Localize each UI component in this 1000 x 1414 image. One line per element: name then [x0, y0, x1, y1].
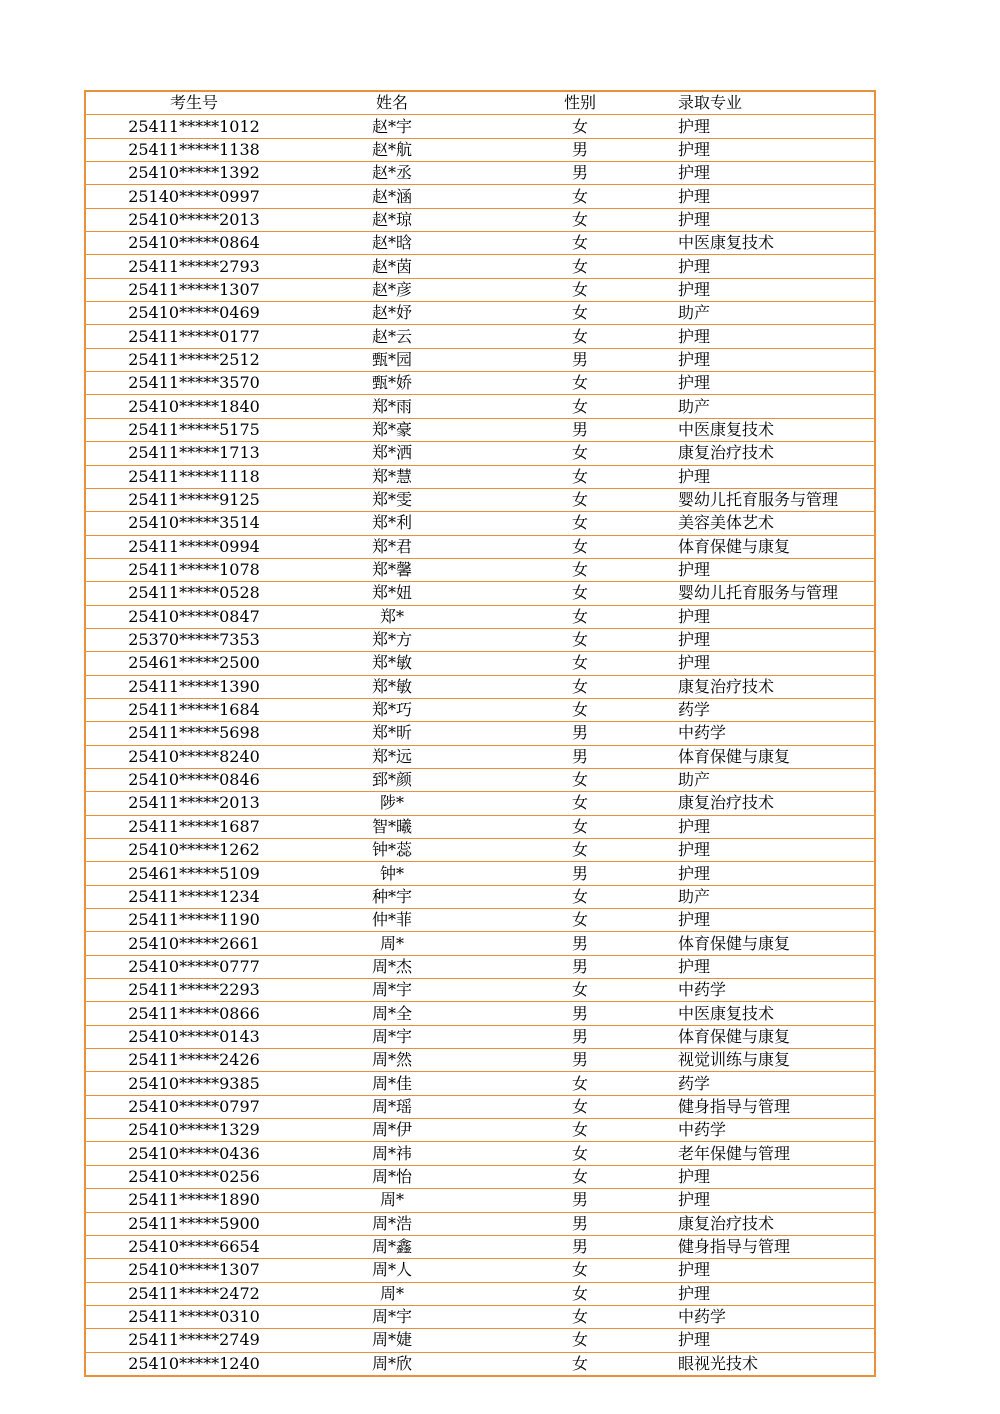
gender-cell: 女: [482, 1095, 678, 1118]
gender-cell: 女: [482, 1305, 678, 1328]
name-cell: 仲*菲: [302, 909, 482, 932]
gender-cell: 男: [482, 955, 678, 978]
exam-number-cell: 25411*****2013: [86, 792, 302, 815]
gender-cell: 女: [482, 185, 678, 208]
major-cell: 助产: [678, 395, 874, 418]
gender-cell: 女: [482, 605, 678, 628]
exam-number-cell: 25410*****0846: [86, 768, 302, 791]
major-cell: 中药学: [678, 979, 874, 1002]
name-cell: 赵*妤: [302, 302, 482, 325]
name-cell: 郑*慧: [302, 465, 482, 488]
name-cell: 周*瑶: [302, 1095, 482, 1118]
major-cell: 护理: [678, 115, 874, 138]
name-cell: 周*欣: [371, 1353, 412, 1373]
major-cell: 护理: [678, 1259, 874, 1282]
table-row: [86, 138, 874, 161]
major-cell: 康复治疗技术: [678, 1212, 874, 1235]
exam-number-cell: 25411*****1713: [86, 442, 302, 465]
gender-cell: 女: [482, 1119, 678, 1142]
major-cell: 护理: [678, 325, 874, 348]
name-cell: 郑*雨: [302, 395, 482, 418]
exam-number-cell: 25410*****0864: [86, 232, 302, 255]
name-cell: 赵*彦: [302, 278, 482, 301]
name-cell: 郑*巧: [302, 698, 482, 721]
name-cell: 周*鑫: [302, 1235, 482, 1258]
major-cell: 护理: [678, 465, 874, 488]
name-cell: 周*佳: [302, 1072, 482, 1095]
header-row: [86, 92, 874, 115]
name-cell: 周*人: [302, 1259, 482, 1282]
table-row: [86, 325, 874, 348]
name-cell: 陟*: [302, 792, 482, 815]
major-cell: 护理: [678, 1282, 874, 1305]
header-gender: 性别: [482, 92, 678, 115]
admission-table: [86, 92, 874, 1375]
exam-number-cell: 25410*****0143: [86, 1025, 302, 1048]
major-cell: 护理: [678, 255, 874, 278]
name-cell: 周*: [302, 932, 482, 955]
gender-cell: 女: [482, 698, 678, 721]
exam-number-cell: 25411*****0994: [86, 535, 302, 558]
name-cell: 郑*洒: [302, 442, 482, 465]
major-cell: 护理: [678, 955, 874, 978]
name-cell: 甄*娇: [302, 372, 482, 395]
name-cell: 郑*远: [302, 745, 482, 768]
gender-cell: 女: [482, 278, 678, 301]
name-cell: 周*伊: [302, 1119, 482, 1142]
name-cell: 周*: [302, 1189, 482, 1212]
major-cell: 康复治疗技术: [678, 442, 874, 465]
table-row: [86, 979, 874, 1002]
table-row: [86, 582, 874, 605]
major-cell: 护理: [678, 862, 874, 885]
exam-number-cell: 25410*****0436: [86, 1142, 302, 1165]
major-cell: 护理: [678, 208, 874, 231]
table-row: [86, 768, 874, 791]
major-cell: 中药学: [678, 722, 874, 745]
gender-cell: 女: [482, 325, 678, 348]
gender-cell: 男: [482, 1002, 678, 1025]
table-row: [86, 722, 874, 745]
gender-cell: 女: [482, 208, 678, 231]
gender-cell: 女: [482, 558, 678, 581]
table-row: [86, 208, 874, 231]
gender-cell: 女: [482, 1259, 678, 1282]
gender-cell: 女: [482, 442, 678, 465]
table-row: [86, 232, 874, 255]
table-body: [86, 115, 874, 1375]
name-cell: 赵*茵: [302, 255, 482, 278]
exam-number-cell: 25411*****1118: [86, 465, 302, 488]
major-cell: 老年保健与管理: [678, 1142, 874, 1165]
major-cell: 中医康复技术: [678, 232, 874, 255]
major-cell: 中医康复技术: [678, 418, 874, 441]
exam-number-cell: 25411*****1684: [86, 698, 302, 721]
exam-number-cell: 25411*****2749: [86, 1329, 302, 1352]
name-cell: 郅*颜: [302, 768, 482, 791]
exam-number-cell: 25411*****0528: [86, 582, 302, 605]
gender-cell: 女: [482, 792, 678, 815]
major-cell: 药学: [678, 698, 874, 721]
gender-cell: 女: [482, 232, 678, 255]
major-cell: 护理: [678, 1189, 874, 1212]
gender-cell: 女: [482, 1165, 678, 1188]
name-cell: 周*祎: [302, 1142, 482, 1165]
table-row: [86, 162, 874, 185]
major-cell: 护理: [678, 628, 874, 651]
name-cell: 钟*蕊: [302, 839, 482, 862]
exam-number-cell: 25410*****0777: [86, 955, 302, 978]
name-cell: 郑*豪: [302, 418, 482, 441]
name-cell: 赵*涵: [302, 185, 482, 208]
table-row: [86, 605, 874, 628]
table-row: [86, 628, 874, 651]
major-cell: 健身指导与管理: [678, 1095, 874, 1118]
gender-cell: 女: [571, 1353, 588, 1373]
gender-cell: 女: [482, 652, 678, 675]
table-row: [86, 955, 874, 978]
major-cell: 视觉训练与康复: [678, 1049, 874, 1072]
exam-number-cell: 25411*****2512: [86, 348, 302, 371]
name-cell: 周*杰: [302, 955, 482, 978]
gender-cell: 女: [482, 885, 678, 908]
exam-number-cell: 25411*****0310: [86, 1305, 302, 1328]
table-row: [86, 1212, 874, 1235]
exam-number-cell: 25370*****7353: [86, 628, 302, 651]
exam-number-cell: 25410*****1262: [86, 839, 302, 862]
major-cell: 护理: [678, 909, 874, 932]
gender-cell: 男: [482, 745, 678, 768]
major-cell: 体育保健与康复: [678, 745, 874, 768]
major-cell: 护理: [678, 348, 874, 371]
exam-number-cell: 25411*****2426: [86, 1049, 302, 1072]
name-cell: 赵*晗: [302, 232, 482, 255]
name-cell: 周*然: [302, 1049, 482, 1072]
exam-number-cell: 25410*****1840: [86, 395, 302, 418]
exam-number-cell: 25411*****1234: [86, 885, 302, 908]
gender-cell: 女: [482, 979, 678, 1002]
exam-number-cell: 25411*****2472: [86, 1282, 302, 1305]
gender-cell: 男: [482, 932, 678, 955]
name-cell: 郑*馨: [302, 558, 482, 581]
exam-number-cell: 25410*****0797: [86, 1095, 302, 1118]
table-row: [86, 1049, 874, 1072]
name-cell: 周*全: [302, 1002, 482, 1025]
gender-cell: 女: [482, 815, 678, 838]
gender-cell: 女: [482, 302, 678, 325]
exam-number-cell: 25411*****2793: [86, 255, 302, 278]
gender-cell: 男: [482, 722, 678, 745]
table-row: [86, 932, 874, 955]
table-row: [86, 1002, 874, 1025]
exam-number-cell: 25410*****0469: [86, 302, 302, 325]
exam-number-cell: 25411*****5698: [86, 722, 302, 745]
exam-number-cell: 25411*****0866: [86, 1002, 302, 1025]
major-cell: 护理: [678, 605, 874, 628]
major-cell: 护理: [678, 1165, 874, 1188]
major-cell: 药学: [678, 1072, 874, 1095]
exam-number-cell: 25411*****0177: [86, 325, 302, 348]
name-cell: 郑*君: [302, 535, 482, 558]
major-cell: 体育保健与康复: [678, 1025, 874, 1048]
major-cell: 护理: [678, 652, 874, 675]
exam-number-cell: 25410*****8240: [86, 745, 302, 768]
major-cell: 护理: [678, 185, 874, 208]
exam-number-cell: 25411*****1078: [86, 558, 302, 581]
exam-number-cell: 25411*****5175: [86, 418, 302, 441]
name-cell: 赵*航: [302, 138, 482, 161]
gender-cell: 男: [482, 162, 678, 185]
major-cell: 康复治疗技术: [678, 792, 874, 815]
gender-cell: 男: [482, 1049, 678, 1072]
table-row: [86, 1259, 874, 1282]
gender-cell: 女: [482, 1072, 678, 1095]
table-row: [86, 1165, 874, 1188]
exam-number-cell: 25411*****1890: [86, 1189, 302, 1212]
gender-cell: 女: [482, 535, 678, 558]
gender-cell: 女: [482, 115, 678, 138]
table-row: [86, 745, 874, 768]
table-row: [86, 839, 874, 862]
name-cell: 赵*云: [302, 325, 482, 348]
gender-cell: 男: [482, 348, 678, 371]
exam-number-cell: 25411*****1307: [86, 278, 302, 301]
exam-number-cell: 25411*****5900: [86, 1212, 302, 1235]
exam-number-cell: 25411*****1390: [86, 675, 302, 698]
table-row: [86, 1095, 874, 1118]
exam-number-cell: 25411*****1012: [86, 115, 302, 138]
exam-number-cell: 25461*****2500: [86, 652, 302, 675]
exam-number-cell: 25411*****1138: [86, 138, 302, 161]
name-cell: 智*曦: [302, 815, 482, 838]
exam-number-cell: 25410*****2661: [86, 932, 302, 955]
major-cell: 体育保健与康复: [678, 932, 874, 955]
name-cell: 种*宇: [302, 885, 482, 908]
header-exam-number: 考生号: [86, 92, 302, 115]
table-row: [86, 488, 874, 511]
gender-cell: 女: [482, 488, 678, 511]
admission-list-table: [84, 90, 876, 1377]
exam-number-cell: 25411*****2293: [86, 979, 302, 1002]
name-cell: 郑*雯: [302, 488, 482, 511]
exam-number-cell: 25410*****2013: [86, 208, 302, 231]
gender-cell: 男: [482, 862, 678, 885]
gender-cell: 男: [482, 1212, 678, 1235]
table-row: [86, 885, 874, 908]
major-cell: 护理: [678, 372, 874, 395]
table-row: [86, 278, 874, 301]
exam-number-cell: 25410*****0256: [86, 1165, 302, 1188]
header-major: 录取专业: [678, 92, 874, 115]
major-cell: 护理: [678, 558, 874, 581]
table-row: [86, 302, 874, 325]
major-cell: 婴幼儿托育服务与管理: [678, 582, 874, 605]
major-cell: 中药学: [678, 1305, 874, 1328]
gender-cell: 男: [482, 1025, 678, 1048]
table-row: [86, 372, 874, 395]
table-row: [86, 1329, 874, 1352]
major-cell: 护理: [678, 1329, 874, 1352]
name-cell: 甄*园: [302, 348, 482, 371]
major-cell: 护理: [678, 278, 874, 301]
major-cell: 中药学: [678, 1119, 874, 1142]
major-cell: 眼视光技术: [678, 1353, 759, 1373]
exam-number-cell: 25410*****1240: [128, 1353, 260, 1373]
major-cell: 中医康复技术: [678, 1002, 874, 1025]
table-row: [86, 1119, 874, 1142]
major-cell: 护理: [678, 138, 874, 161]
exam-number-cell: 25410*****1329: [86, 1119, 302, 1142]
exam-number-cell: 25410*****9385: [86, 1072, 302, 1095]
table-row: [86, 1352, 874, 1375]
exam-number-cell: 25410*****1307: [86, 1259, 302, 1282]
name-cell: 郑*敏: [302, 652, 482, 675]
major-cell: 护理: [678, 815, 874, 838]
table-row: [86, 115, 874, 138]
gender-cell: 女: [482, 909, 678, 932]
name-cell: 郑*方: [302, 628, 482, 651]
table-row: [86, 465, 874, 488]
major-cell: 助产: [678, 302, 874, 325]
major-cell: 护理: [678, 839, 874, 862]
table-row: [86, 1189, 874, 1212]
name-cell: 郑*昕: [302, 722, 482, 745]
name-cell: 周*婕: [302, 1329, 482, 1352]
table-row: [86, 558, 874, 581]
exam-number-cell: 25410*****3514: [86, 512, 302, 535]
table-row: [86, 185, 874, 208]
table-row: [86, 698, 874, 721]
exam-number-cell: 25140*****0997: [86, 185, 302, 208]
major-cell: 康复治疗技术: [678, 675, 874, 698]
gender-cell: 女: [482, 465, 678, 488]
table-row: [86, 442, 874, 465]
table-row: [86, 1235, 874, 1258]
gender-cell: 男: [482, 1189, 678, 1212]
major-cell: 护理: [678, 162, 874, 185]
gender-cell: 女: [482, 768, 678, 791]
table-row: [86, 1305, 874, 1328]
gender-cell: 女: [482, 628, 678, 651]
table-row: [86, 1282, 874, 1305]
table-row: [86, 395, 874, 418]
table-row: [86, 909, 874, 932]
exam-number-cell: 25411*****1190: [86, 909, 302, 932]
table-row: [86, 1025, 874, 1048]
gender-cell: 女: [482, 675, 678, 698]
exam-number-cell: 25411*****1687: [86, 815, 302, 838]
gender-cell: 女: [482, 1282, 678, 1305]
gender-cell: 女: [482, 582, 678, 605]
exam-number-cell: 25410*****0847: [86, 605, 302, 628]
gender-cell: 女: [482, 1142, 678, 1165]
name-cell: 周*怡: [302, 1165, 482, 1188]
table-row: [86, 348, 874, 371]
name-cell: 周*浩: [302, 1212, 482, 1235]
table-row: [86, 792, 874, 815]
name-cell: 周*: [302, 1282, 482, 1305]
exam-number-cell: 25411*****9125: [86, 488, 302, 511]
major-cell: 体育保健与康复: [678, 535, 874, 558]
gender-cell: 男: [482, 138, 678, 161]
table-row: [86, 255, 874, 278]
table-row: [86, 512, 874, 535]
major-cell: 美容美体艺术: [678, 512, 874, 535]
gender-cell: 男: [482, 1235, 678, 1258]
major-cell: 助产: [678, 885, 874, 908]
major-cell: 健身指导与管理: [678, 1235, 874, 1258]
header-name: 姓名: [302, 92, 482, 115]
name-cell: 郑*妞: [302, 582, 482, 605]
gender-cell: 女: [482, 255, 678, 278]
table-row: [86, 652, 874, 675]
name-cell: 周*宇: [302, 1305, 482, 1328]
table-row: [86, 675, 874, 698]
table-row: [86, 862, 874, 885]
name-cell: 郑*敏: [302, 675, 482, 698]
major-cell: 助产: [678, 768, 874, 791]
exam-number-cell: 25410*****6654: [86, 1235, 302, 1258]
name-cell: 赵*琼: [302, 208, 482, 231]
gender-cell: 女: [482, 1329, 678, 1352]
table-row: [86, 418, 874, 441]
table-row: [86, 535, 874, 558]
gender-cell: 女: [482, 372, 678, 395]
name-cell: 郑*利: [302, 512, 482, 535]
name-cell: 周*宇: [302, 979, 482, 1002]
exam-number-cell: 25461*****5109: [86, 862, 302, 885]
name-cell: 赵*宇: [302, 115, 482, 138]
name-cell: 周*宇: [302, 1025, 482, 1048]
name-cell: 郑*: [302, 605, 482, 628]
major-cell: 婴幼儿托育服务与管理: [678, 488, 874, 511]
gender-cell: 女: [482, 512, 678, 535]
name-cell: 赵*丞: [302, 162, 482, 185]
exam-number-cell: 25410*****1392: [86, 162, 302, 185]
gender-cell: 男: [482, 418, 678, 441]
table-row: [86, 1072, 874, 1095]
gender-cell: 女: [482, 839, 678, 862]
table-row: [86, 815, 874, 838]
table-row: [86, 1142, 874, 1165]
name-cell: 钟*: [302, 862, 482, 885]
exam-number-cell: 25411*****3570: [86, 372, 302, 395]
gender-cell: 女: [482, 395, 678, 418]
